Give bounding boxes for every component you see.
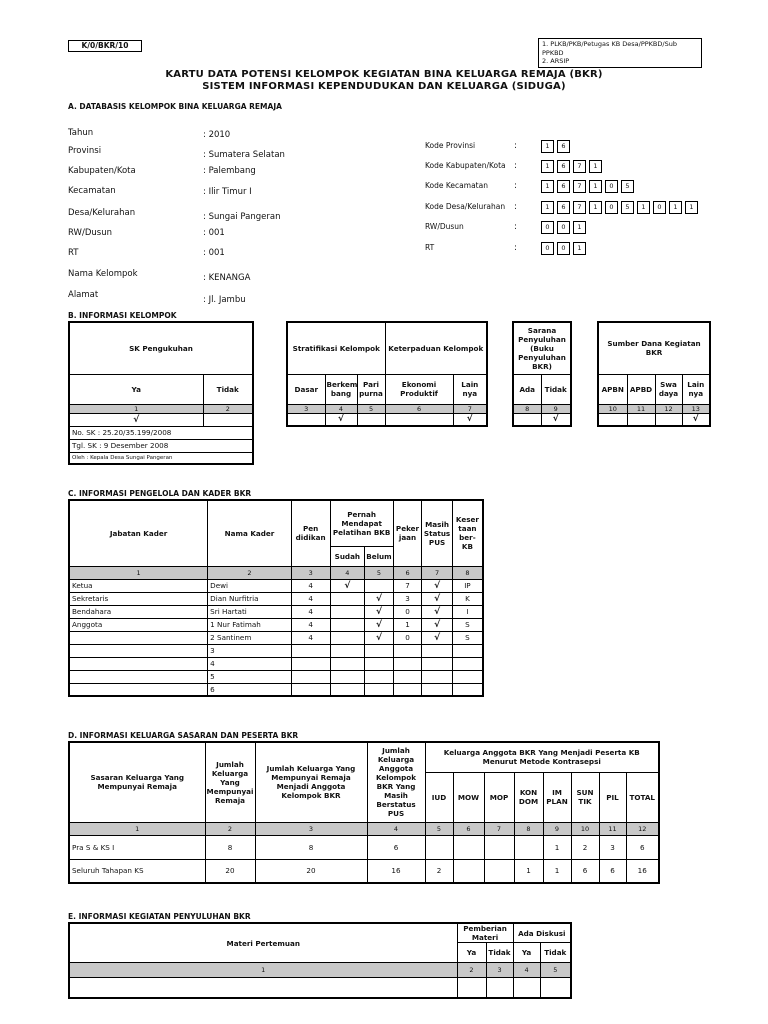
kader-cell: √ bbox=[422, 605, 453, 618]
table-row bbox=[69, 605, 483, 618]
kader-cell bbox=[69, 683, 208, 696]
code-digit: 1 bbox=[685, 201, 698, 214]
code-digit: 5 bbox=[621, 180, 634, 193]
col-diskusi-tidak: Tidak bbox=[540, 943, 571, 963]
kader-cell bbox=[365, 579, 394, 592]
kader-cell bbox=[330, 605, 365, 618]
field-label: Alamat bbox=[68, 290, 99, 300]
strat-num: 4 bbox=[325, 404, 357, 413]
col-method: MOP bbox=[484, 772, 514, 822]
kader-cell bbox=[330, 631, 365, 644]
strat-num: 7 bbox=[453, 404, 487, 413]
field-label: RT bbox=[68, 248, 79, 258]
sarana-val bbox=[513, 413, 541, 426]
sk-number: No. SK : 25.20/35.199/2008 bbox=[69, 426, 253, 439]
section-c-heading: C. INFORMASI PENGELOLA DAN KADER BKR bbox=[68, 489, 252, 498]
table-row bbox=[69, 644, 483, 657]
code-digit: 7 bbox=[573, 160, 586, 173]
dana-col: Lain nya bbox=[682, 374, 710, 404]
col-pemberian: Pemberian Materi bbox=[457, 923, 513, 943]
kader-cell bbox=[422, 670, 453, 683]
strat-col: Ekonomi Produktif bbox=[385, 374, 453, 404]
code-digit: 1 bbox=[541, 201, 554, 214]
d-num: 6 bbox=[453, 822, 484, 835]
col-belum: Belum bbox=[365, 546, 394, 566]
kader-cell: 1 Nur Fatimah bbox=[208, 618, 292, 631]
strat-num: 5 bbox=[357, 404, 385, 413]
sarana-val: √ bbox=[541, 413, 571, 426]
kader-cell: 1 bbox=[393, 618, 422, 631]
code-digits bbox=[541, 140, 570, 153]
kader-cell bbox=[291, 670, 330, 683]
form-code: K/0/BKR/10 bbox=[68, 40, 142, 52]
strat-num: 6 bbox=[385, 404, 453, 413]
d-num: 5 bbox=[425, 822, 453, 835]
col-pekerjaan: Peker jaan bbox=[393, 500, 422, 566]
sarana-num: 9 bbox=[541, 404, 571, 413]
c-num: 5 bbox=[365, 566, 394, 579]
sk-num: 2 bbox=[203, 404, 253, 413]
stratifikasi-table bbox=[286, 321, 488, 427]
field-value: : KENANGA bbox=[203, 273, 251, 283]
dana-num: 10 bbox=[598, 404, 627, 413]
d-num: 7 bbox=[484, 822, 514, 835]
strat-col: Pari purna bbox=[357, 374, 385, 404]
code-digit: 1 bbox=[573, 242, 586, 255]
c-num: 8 bbox=[452, 566, 483, 579]
table-row bbox=[69, 657, 483, 670]
kader-cell: √ bbox=[365, 592, 394, 605]
form-subtitle: SISTEM INFORMASI KEPENDUDUKAN DAN KELUARGA (SIDUGA) bbox=[202, 81, 566, 92]
table-row bbox=[69, 579, 483, 592]
c-num: 7 bbox=[422, 566, 453, 579]
kader-cell bbox=[452, 644, 483, 657]
kader-cell: 4 bbox=[291, 579, 330, 592]
d-num: 8 bbox=[514, 822, 543, 835]
sk-date: Tgl. SK : 9 Desember 2008 bbox=[69, 439, 253, 452]
sarana-table bbox=[512, 321, 572, 427]
sasaran-cell bbox=[484, 859, 514, 883]
field-label: Tahun bbox=[68, 128, 94, 138]
col-method: IM PLAN bbox=[543, 772, 571, 822]
sk-val-tidak bbox=[203, 413, 253, 426]
keterpaduan-title: Keterpaduan Kelompok bbox=[385, 322, 487, 374]
kader-cell bbox=[365, 644, 394, 657]
dana-col: APBD bbox=[627, 374, 655, 404]
col-pemberian-ya: Ya bbox=[457, 943, 486, 963]
c-num: 3 bbox=[291, 566, 330, 579]
sk-num: 1 bbox=[69, 404, 203, 413]
kader-cell bbox=[291, 644, 330, 657]
dana-num: 12 bbox=[655, 404, 682, 413]
kader-cell: Sekretaris bbox=[69, 592, 208, 605]
kader-cell: Ketua bbox=[69, 579, 208, 592]
code-digit: 0 bbox=[557, 221, 570, 234]
table-row bbox=[69, 683, 483, 696]
e-num: 2 bbox=[457, 963, 486, 978]
c-num: 6 bbox=[393, 566, 422, 579]
kader-cell: Dewi bbox=[208, 579, 292, 592]
kader-cell bbox=[330, 592, 365, 605]
penyuluhan-table bbox=[68, 922, 572, 999]
col-jumlah-keluarga: Jumlah Keluarga Yang Mempunyai Remaja bbox=[205, 742, 255, 822]
sasaran-cell: 1 bbox=[514, 859, 543, 883]
col-kesertaan: Keser taan ber- KB bbox=[452, 500, 483, 566]
strat-col: Dasar bbox=[287, 374, 325, 404]
col-jumlah-pus: Jumlah Keluarga Anggota Kelompok BKR Yang Masih Berstatus PUS bbox=[367, 742, 425, 822]
e-num: 5 bbox=[540, 963, 571, 978]
sasaran-cell: Seluruh Tahapan KS bbox=[69, 859, 205, 883]
kader-cell: √ bbox=[422, 579, 453, 592]
kader-cell bbox=[393, 670, 422, 683]
code-digit: 0 bbox=[605, 201, 618, 214]
code-digit: 1 bbox=[541, 140, 554, 153]
col-pelatihan: Pernah Mendapat Pelatihan BKB bbox=[330, 500, 393, 546]
code-digit: 0 bbox=[653, 201, 666, 214]
code-digits bbox=[541, 201, 698, 214]
code-digit: 0 bbox=[557, 242, 570, 255]
d-num: 4 bbox=[367, 822, 425, 835]
code-colon: : bbox=[514, 141, 517, 151]
code-label: Kode Desa/Kelurahan bbox=[425, 202, 506, 211]
d-num: 11 bbox=[599, 822, 626, 835]
field-value: : 2010 bbox=[203, 130, 231, 140]
kader-cell: 7 bbox=[393, 579, 422, 592]
sasaran-cell bbox=[453, 835, 484, 859]
distribution-item: 2. ARSIP bbox=[542, 57, 570, 65]
kader-cell bbox=[330, 618, 365, 631]
code-digit: 1 bbox=[573, 221, 586, 234]
e-num: 3 bbox=[486, 963, 513, 978]
code-colon: : bbox=[514, 222, 517, 232]
sasaran-cell: 1 bbox=[543, 859, 571, 883]
field-value: : Sungai Pangeran bbox=[203, 212, 281, 222]
kader-cell: 2 Santinem bbox=[208, 631, 292, 644]
code-colon: : bbox=[514, 181, 517, 191]
sasaran-cell: Pra S & KS I bbox=[69, 835, 205, 859]
section-a-heading: A. DATABASIS KELOMPOK BINA KELUARGA REMAJA bbox=[68, 102, 282, 111]
col-sudah: Sudah bbox=[330, 546, 365, 566]
dana-val: √ bbox=[682, 413, 710, 426]
kader-cell: 0 bbox=[393, 605, 422, 618]
field-value: : Sumatera Selatan bbox=[203, 150, 285, 160]
kader-cell: K bbox=[452, 592, 483, 605]
code-digit: 5 bbox=[621, 201, 634, 214]
col-materi: Materi Pertemuan bbox=[69, 923, 457, 963]
dana-val bbox=[598, 413, 627, 426]
distribution-box bbox=[538, 38, 702, 68]
sasaran-cell: 3 bbox=[599, 835, 626, 859]
kader-cell: 4 bbox=[291, 605, 330, 618]
sarana-title: Sarana Penyuluhan (Buku Penyuluhan BKR) bbox=[513, 322, 571, 374]
col-method: IUD bbox=[425, 772, 453, 822]
section-d-heading: D. INFORMASI KELUARGA SASARAN DAN PESERTA BKR bbox=[68, 731, 299, 740]
sasaran-cell: 6 bbox=[367, 835, 425, 859]
section-b-heading: B. INFORMASI KELOMPOK bbox=[68, 311, 177, 320]
kader-cell: I bbox=[452, 605, 483, 618]
kader-cell: Anggota bbox=[69, 618, 208, 631]
kader-cell: 0 bbox=[393, 631, 422, 644]
kader-cell: S bbox=[452, 631, 483, 644]
strat-val bbox=[357, 413, 385, 426]
field-label: Kabupaten/Kota bbox=[68, 166, 136, 176]
strat-col: Berkem bang bbox=[325, 374, 357, 404]
kader-cell: √ bbox=[365, 631, 394, 644]
code-label: RW/Dusun bbox=[425, 222, 464, 231]
strat-val bbox=[385, 413, 453, 426]
dana-val bbox=[655, 413, 682, 426]
col-jabatan: Jabatan Kader bbox=[69, 500, 208, 566]
table-row bbox=[69, 670, 483, 683]
d-num: 1 bbox=[69, 822, 205, 835]
code-digit: 1 bbox=[589, 180, 602, 193]
col-method: MOW bbox=[453, 772, 484, 822]
col-sasaran: Sasaran Keluarga Yang Mempunyai Remaja bbox=[69, 742, 205, 822]
kader-cell bbox=[422, 683, 453, 696]
sk-title: SK Pengukuhan bbox=[69, 322, 253, 374]
kader-cell bbox=[69, 631, 208, 644]
kader-cell: IP bbox=[452, 579, 483, 592]
code-digit: 7 bbox=[573, 180, 586, 193]
kader-cell: 4 bbox=[291, 592, 330, 605]
col-method: PIL bbox=[599, 772, 626, 822]
code-label: Kode Provinsi bbox=[425, 141, 476, 150]
code-digits bbox=[541, 242, 586, 255]
col-method: KON DOM bbox=[514, 772, 543, 822]
field-label: RW/Dusun bbox=[68, 228, 112, 238]
col-nama: Nama Kader bbox=[208, 500, 292, 566]
sasaran-cell bbox=[425, 835, 453, 859]
kader-cell: √ bbox=[422, 618, 453, 631]
dana-val bbox=[627, 413, 655, 426]
field-value: : Ilir Timur I bbox=[203, 187, 252, 197]
sumber-dana-table bbox=[597, 321, 711, 427]
sasaran-cell: 16 bbox=[367, 859, 425, 883]
kader-cell bbox=[69, 657, 208, 670]
kader-table bbox=[68, 499, 484, 697]
kader-cell: √ bbox=[365, 618, 394, 631]
code-digit: 1 bbox=[541, 180, 554, 193]
field-value: : Jl. Jambu bbox=[203, 295, 246, 305]
kader-cell: √ bbox=[365, 605, 394, 618]
col-pus: Masih Status PUS bbox=[422, 500, 453, 566]
sasaran-cell: 6 bbox=[626, 835, 659, 859]
kader-cell bbox=[393, 657, 422, 670]
sasaran-cell: 6 bbox=[571, 859, 599, 883]
sasaran-cell: 6 bbox=[599, 859, 626, 883]
d-num: 10 bbox=[571, 822, 599, 835]
e-num: 4 bbox=[513, 963, 540, 978]
field-label: Nama Kelompok bbox=[68, 269, 138, 279]
distribution-item: 1. PLKB/PKB/Petugas KB Desa/PPKBD/Sub PPKBD bbox=[542, 40, 677, 57]
code-digit: 6 bbox=[557, 160, 570, 173]
sasaran-table bbox=[68, 741, 660, 884]
sasaran-cell: 2 bbox=[571, 835, 599, 859]
code-digit: 1 bbox=[541, 160, 554, 173]
d-num: 12 bbox=[626, 822, 659, 835]
kader-cell bbox=[393, 683, 422, 696]
field-label: Provinsi bbox=[68, 146, 102, 156]
kader-cell bbox=[330, 670, 365, 683]
dana-num: 13 bbox=[682, 404, 710, 413]
kader-cell: 4 bbox=[208, 657, 292, 670]
sasaran-cell: 16 bbox=[626, 859, 659, 883]
sasaran-cell: 8 bbox=[205, 835, 255, 859]
d-num: 3 bbox=[255, 822, 367, 835]
table-row bbox=[69, 859, 659, 883]
kader-cell bbox=[69, 670, 208, 683]
kader-cell bbox=[291, 657, 330, 670]
dana-title: Sumber Dana Kegiatan BKR bbox=[598, 322, 710, 374]
strat-val: √ bbox=[453, 413, 487, 426]
kader-cell bbox=[365, 683, 394, 696]
kader-cell: 5 bbox=[208, 670, 292, 683]
c-num: 2 bbox=[208, 566, 292, 579]
kader-cell: √ bbox=[330, 579, 365, 592]
kader-cell bbox=[452, 657, 483, 670]
kader-cell bbox=[365, 670, 394, 683]
col-diskusi-ya: Ya bbox=[513, 943, 540, 963]
sk-val-ya: √ bbox=[69, 413, 203, 426]
sarana-col: Ada bbox=[513, 374, 541, 404]
kader-cell bbox=[422, 657, 453, 670]
sasaran-cell: 20 bbox=[205, 859, 255, 883]
field-value: : 001 bbox=[203, 228, 225, 238]
kader-cell: S bbox=[452, 618, 483, 631]
sarana-col: Tidak bbox=[541, 374, 571, 404]
sasaran-cell: 1 bbox=[543, 835, 571, 859]
table-row bbox=[69, 618, 483, 631]
kader-cell bbox=[452, 683, 483, 696]
table-row bbox=[69, 835, 659, 859]
form-title: KARTU DATA POTENSI KELOMPOK KEGIATAN BINA KELUARGA REMAJA (BKR) bbox=[165, 69, 603, 80]
code-digit: 0 bbox=[541, 221, 554, 234]
kader-cell: 3 bbox=[393, 592, 422, 605]
sasaran-cell bbox=[453, 859, 484, 883]
col-diskusi: Ada Diskusi bbox=[513, 923, 571, 943]
col-pendidikan: Pen didikan bbox=[291, 500, 330, 566]
code-digits bbox=[541, 160, 602, 173]
kader-cell: 4 bbox=[291, 631, 330, 644]
sk-pengukuhan-table bbox=[68, 321, 254, 465]
d-num: 2 bbox=[205, 822, 255, 835]
field-value: : 001 bbox=[203, 248, 225, 258]
kader-cell bbox=[365, 657, 394, 670]
code-label: Kode Kabupaten/Kota bbox=[425, 161, 506, 170]
strat-val: √ bbox=[325, 413, 357, 426]
sk-col-tidak: Tidak bbox=[203, 374, 253, 404]
col-metode-kontrasepsi: Keluarga Anggota BKR Yang Menjadi Peserta KB Menurut Metode Kontrasepsi bbox=[425, 742, 659, 772]
sasaran-cell bbox=[484, 835, 514, 859]
code-digit: 6 bbox=[557, 201, 570, 214]
stratifikasi-title: Stratifikasi Kelompok bbox=[287, 322, 385, 374]
field-label: Kecamatan bbox=[68, 186, 116, 196]
code-digit: 7 bbox=[573, 201, 586, 214]
col-method: SUN TIK bbox=[571, 772, 599, 822]
section-e-heading: E. INFORMASI KEGIATAN PENYULUHAN BKR bbox=[68, 912, 251, 921]
c-num: 1 bbox=[69, 566, 208, 579]
code-digit: 0 bbox=[541, 242, 554, 255]
code-label: RT bbox=[425, 243, 435, 252]
kader-cell: 4 bbox=[291, 618, 330, 631]
strat-val bbox=[287, 413, 325, 426]
table-row bbox=[69, 631, 483, 644]
code-digit: 1 bbox=[589, 160, 602, 173]
kader-cell: Bendahara bbox=[69, 605, 208, 618]
code-label: Kode Kecamatan bbox=[425, 181, 488, 190]
code-colon: : bbox=[514, 161, 517, 171]
kader-cell bbox=[452, 670, 483, 683]
kader-cell bbox=[393, 644, 422, 657]
code-digit: 0 bbox=[605, 180, 618, 193]
c-num: 4 bbox=[330, 566, 365, 579]
field-value: : Palembang bbox=[203, 166, 256, 176]
dana-num: 11 bbox=[627, 404, 655, 413]
code-colon: : bbox=[514, 202, 517, 212]
code-digit: 6 bbox=[557, 180, 570, 193]
col-pemberian-tidak: Tidak bbox=[486, 943, 513, 963]
kader-cell bbox=[291, 683, 330, 696]
sasaran-cell bbox=[514, 835, 543, 859]
kader-cell bbox=[330, 657, 365, 670]
sk-issuer: Oleh : Kepala Desa Sungai Pangeran bbox=[69, 452, 253, 464]
kader-cell bbox=[330, 644, 365, 657]
col-method: TOTAL bbox=[626, 772, 659, 822]
sasaran-cell: 8 bbox=[255, 835, 367, 859]
kader-cell: Dian Nurfitria bbox=[208, 592, 292, 605]
sasaran-cell: 2 bbox=[425, 859, 453, 883]
kader-cell: Sri Hartati bbox=[208, 605, 292, 618]
code-digit: 6 bbox=[557, 140, 570, 153]
dana-col: Swa daya bbox=[655, 374, 682, 404]
kader-cell bbox=[69, 644, 208, 657]
sk-col-ya: Ya bbox=[69, 374, 203, 404]
kader-cell: √ bbox=[422, 592, 453, 605]
code-digit: 1 bbox=[669, 201, 682, 214]
code-colon: : bbox=[514, 243, 517, 253]
table-row bbox=[69, 592, 483, 605]
code-digit: 1 bbox=[637, 201, 650, 214]
field-label: Desa/Kelurahan bbox=[68, 208, 136, 218]
dana-col: APBN bbox=[598, 374, 627, 404]
kader-cell bbox=[330, 683, 365, 696]
e-num: 1 bbox=[69, 963, 457, 978]
kader-cell: 6 bbox=[208, 683, 292, 696]
code-digits bbox=[541, 221, 586, 234]
sasaran-cell: 20 bbox=[255, 859, 367, 883]
strat-col: Lain nya bbox=[453, 374, 487, 404]
sarana-num: 8 bbox=[513, 404, 541, 413]
d-num: 9 bbox=[543, 822, 571, 835]
col-jumlah-anggota: Jumlah Keluarga Yang Mempunyai Remaja Menjadi Anggota Kelompok BKR bbox=[255, 742, 367, 822]
kader-cell: √ bbox=[422, 631, 453, 644]
kader-cell bbox=[422, 644, 453, 657]
code-digit: 1 bbox=[589, 201, 602, 214]
kader-cell: 3 bbox=[208, 644, 292, 657]
strat-num: 3 bbox=[287, 404, 325, 413]
code-digits bbox=[541, 180, 634, 193]
